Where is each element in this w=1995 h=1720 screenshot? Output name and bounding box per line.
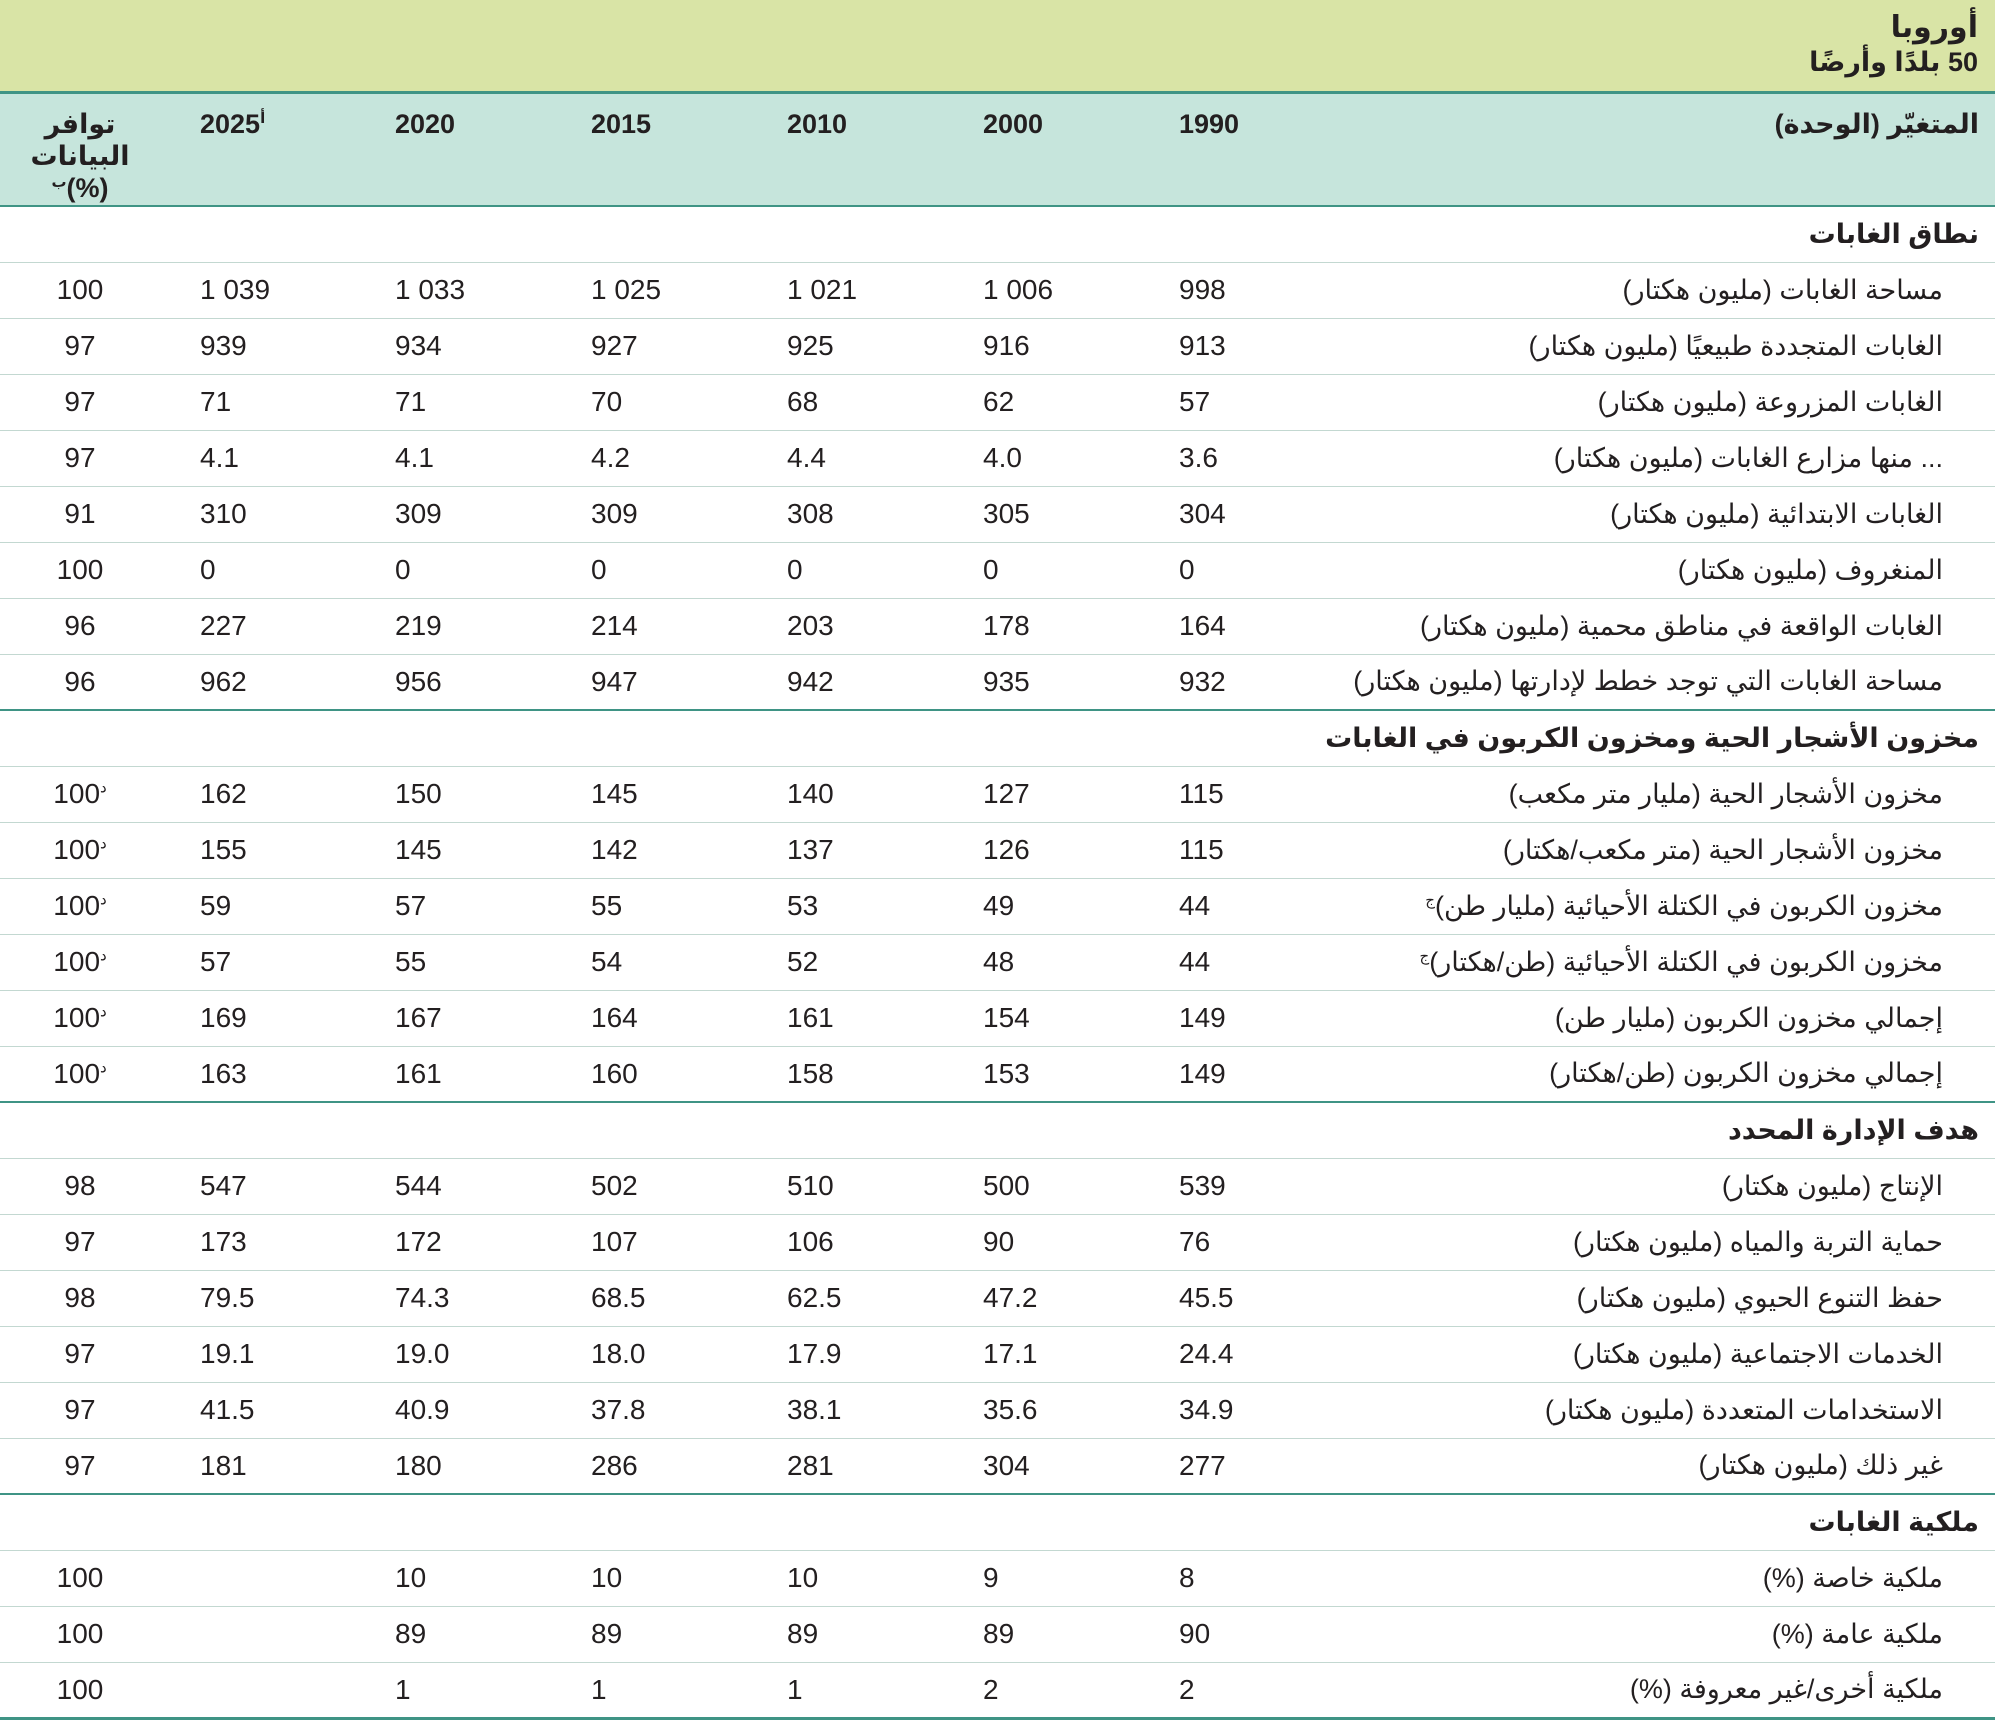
value-cell-2010: 52 bbox=[747, 934, 943, 990]
value-cell-2000: 178 bbox=[943, 598, 1139, 654]
table-row bbox=[0, 1662, 1995, 1718]
value-cell-2015: 4.2 bbox=[551, 430, 747, 486]
value-cell-2010: 17.9 bbox=[747, 1326, 943, 1382]
value-cell-2015: 107 bbox=[551, 1214, 747, 1270]
table-row bbox=[0, 542, 1995, 598]
row-label: الاستخدامات المتعددة (مليون هكتار) bbox=[1544, 1394, 1943, 1425]
value-cell-2020: 161 bbox=[355, 1046, 551, 1102]
value-cell-2010: 89 bbox=[747, 1606, 943, 1662]
value-cell-2015: 70 bbox=[551, 374, 747, 430]
value-cell-1990: 44 bbox=[1139, 878, 1335, 934]
header-year-2025-note: أ bbox=[260, 110, 266, 127]
table-row bbox=[0, 486, 1995, 542]
table-row bbox=[0, 1214, 1995, 1270]
row-label-cell bbox=[1335, 1046, 1995, 1102]
value-cell-2025: 79.5 bbox=[160, 1270, 355, 1326]
availability-cell bbox=[0, 598, 160, 654]
row-label: مساحة الغابات (مليون هكتار) bbox=[1622, 274, 1943, 305]
value-cell-2000: 17.1 bbox=[943, 1326, 1139, 1382]
value-cell-2010: 1 021 bbox=[747, 262, 943, 318]
availability-value: 100 bbox=[56, 1562, 104, 1593]
value-cell-2020: 172 bbox=[355, 1214, 551, 1270]
row-label-cell bbox=[1335, 1550, 1995, 1606]
row-label-cell bbox=[1335, 934, 1995, 990]
header-availability-label: توافر البيانات bbox=[30, 109, 130, 171]
value-cell-2025: 163 bbox=[160, 1046, 355, 1102]
row-label: مخزون الكربون في الكتلة الأحيائية (طن/هكتار) bbox=[1429, 946, 1943, 977]
value-cell-2020: 309 bbox=[355, 486, 551, 542]
value-cell-2015: 1 bbox=[551, 1662, 747, 1718]
availability-cell bbox=[0, 374, 160, 430]
section-row bbox=[0, 1494, 1995, 1550]
row-label: مخزون الأشجار الحية (مليار متر مكعب) bbox=[1508, 778, 1943, 809]
value-cell-1990: 2 bbox=[1139, 1662, 1335, 1718]
value-cell-1990: 277 bbox=[1139, 1438, 1335, 1494]
header-availability-note: ب bbox=[51, 174, 67, 191]
value-cell-2010: 140 bbox=[747, 766, 943, 822]
value-cell-1990: 164 bbox=[1139, 598, 1335, 654]
availability-value: 97 bbox=[64, 1449, 96, 1481]
availability-cell bbox=[0, 934, 160, 990]
availability-value: 100 bbox=[53, 834, 101, 865]
value-cell-2025: 19.1 bbox=[160, 1326, 355, 1382]
value-cell-2000: 0 bbox=[943, 542, 1139, 598]
value-cell-1990: 539 bbox=[1139, 1158, 1335, 1214]
availability-cell bbox=[0, 990, 160, 1046]
value-cell-1990: 115 bbox=[1139, 766, 1335, 822]
value-cell-2020: 74.3 bbox=[355, 1270, 551, 1326]
value-cell-2000: 153 bbox=[943, 1046, 1139, 1102]
row-label: حفظ التنوع الحيوي (مليون هكتار) bbox=[1576, 1282, 1943, 1313]
table-row bbox=[0, 766, 1995, 822]
value-cell-2025: 169 bbox=[160, 990, 355, 1046]
value-cell-2025: 0 bbox=[160, 542, 355, 598]
availability-value: 96 bbox=[64, 610, 96, 641]
row-label-cell bbox=[1335, 318, 1995, 374]
value-cell-2010: 281 bbox=[747, 1438, 943, 1494]
value-cell-2000: 62 bbox=[943, 374, 1139, 430]
row-label: الغابات المزروعة (مليون هكتار) bbox=[1597, 386, 1943, 417]
value-cell-2020: 167 bbox=[355, 990, 551, 1046]
row-label: ... منها مزارع الغابات (مليون هكتار) bbox=[1553, 442, 1943, 473]
availability-value: 100 bbox=[56, 1618, 104, 1649]
table-row bbox=[0, 598, 1995, 654]
value-cell-2025: 155 bbox=[160, 822, 355, 878]
value-cell-2015: 142 bbox=[551, 822, 747, 878]
section-row bbox=[0, 206, 1995, 262]
table-row bbox=[0, 1326, 1995, 1382]
availability-cell bbox=[0, 1270, 160, 1326]
value-cell-2025: 71 bbox=[160, 374, 355, 430]
row-label: إجمالي مخزون الكربون (مليار طن) bbox=[1554, 1002, 1943, 1033]
availability-value: 100 bbox=[53, 946, 101, 977]
availability-cell bbox=[0, 878, 160, 934]
value-cell-2015: 54 bbox=[551, 934, 747, 990]
value-cell-2015: 502 bbox=[551, 1158, 747, 1214]
table-header-row bbox=[0, 94, 1995, 206]
table-row bbox=[0, 878, 1995, 934]
availability-value: 91 bbox=[64, 498, 96, 529]
availability-note: د bbox=[100, 891, 107, 909]
value-cell-2020: 57 bbox=[355, 878, 551, 934]
value-cell-2015: 145 bbox=[551, 766, 747, 822]
availability-value: 97 bbox=[64, 386, 96, 417]
row-label-cell bbox=[1335, 1270, 1995, 1326]
value-cell-2000: 304 bbox=[943, 1438, 1139, 1494]
value-cell-2015: 0 bbox=[551, 542, 747, 598]
row-label-cell bbox=[1335, 878, 1995, 934]
value-cell-1990: 76 bbox=[1139, 1214, 1335, 1270]
value-cell-2015: 37.8 bbox=[551, 1382, 747, 1438]
table-row bbox=[0, 1046, 1995, 1102]
value-cell-2010: 203 bbox=[747, 598, 943, 654]
row-label: الغابات المتجددة طبيعيًا (مليون هكتار) bbox=[1528, 330, 1943, 361]
value-cell-2015: 68.5 bbox=[551, 1270, 747, 1326]
value-cell-2000: 47.2 bbox=[943, 1270, 1139, 1326]
availability-cell bbox=[0, 262, 160, 318]
row-label: ملكية أخرى/غير معروفة (%) bbox=[1629, 1674, 1943, 1704]
table-row bbox=[0, 1438, 1995, 1494]
value-cell-2025 bbox=[160, 1550, 355, 1606]
value-cell-1990: 90 bbox=[1139, 1606, 1335, 1662]
value-cell-2020: 145 bbox=[355, 822, 551, 878]
value-cell-2000: 916 bbox=[943, 318, 1139, 374]
availability-cell bbox=[0, 1438, 160, 1494]
value-cell-2025: 310 bbox=[160, 486, 355, 542]
availability-note: د bbox=[100, 1059, 107, 1077]
availability-value: 97 bbox=[64, 330, 96, 361]
value-cell-2000: 1 006 bbox=[943, 262, 1139, 318]
value-cell-1990: 304 bbox=[1139, 486, 1335, 542]
table-row bbox=[0, 990, 1995, 1046]
availability-value: 96 bbox=[64, 665, 96, 697]
value-cell-2010: 53 bbox=[747, 878, 943, 934]
header-availability bbox=[0, 94, 160, 206]
row-label: مخزون الكربون في الكتلة الأحيائية (مليار طن) bbox=[1434, 890, 1943, 921]
availability-value: 100 bbox=[53, 890, 101, 921]
availability-cell bbox=[0, 1662, 160, 1718]
section-title: مخزون الأشجار الحية ومخزون الكربون في الغابات bbox=[0, 710, 1995, 766]
availability-value: 97 bbox=[64, 1338, 96, 1369]
region-header bbox=[0, 0, 1995, 94]
availability-cell bbox=[0, 1214, 160, 1270]
value-cell-2000: 305 bbox=[943, 486, 1139, 542]
row-label-cell bbox=[1335, 542, 1995, 598]
value-cell-2015: 286 bbox=[551, 1438, 747, 1494]
value-cell-2000: 89 bbox=[943, 1606, 1139, 1662]
availability-value: 100 bbox=[53, 1057, 101, 1089]
value-cell-2020: 219 bbox=[355, 598, 551, 654]
section-row bbox=[0, 710, 1995, 766]
value-cell-2010: 62.5 bbox=[747, 1270, 943, 1326]
value-cell-2000: 2 bbox=[943, 1662, 1139, 1718]
value-cell-2025: 939 bbox=[160, 318, 355, 374]
row-label-cell bbox=[1335, 822, 1995, 878]
table-row bbox=[0, 654, 1995, 710]
value-cell-2015: 214 bbox=[551, 598, 747, 654]
value-cell-2025: 1 039 bbox=[160, 262, 355, 318]
row-label-cell bbox=[1335, 1158, 1995, 1214]
value-cell-2000: 935 bbox=[943, 654, 1139, 710]
availability-cell bbox=[0, 1326, 160, 1382]
row-label-note: ج bbox=[1419, 947, 1430, 965]
availability-cell bbox=[0, 654, 160, 710]
row-label-cell bbox=[1335, 262, 1995, 318]
value-cell-1990: 24.4 bbox=[1139, 1326, 1335, 1382]
value-cell-2020: 40.9 bbox=[355, 1382, 551, 1438]
section-title: ملكية الغابات bbox=[0, 1494, 1995, 1550]
availability-value: 98 bbox=[64, 1170, 96, 1201]
row-label: حماية التربة والمياه (مليون هكتار) bbox=[1572, 1226, 1943, 1257]
value-cell-2025: 227 bbox=[160, 598, 355, 654]
value-cell-2010: 4.4 bbox=[747, 430, 943, 486]
value-cell-2000: 48 bbox=[943, 934, 1139, 990]
value-cell-2010: 0 bbox=[747, 542, 943, 598]
value-cell-2010: 158 bbox=[747, 1046, 943, 1102]
availability-value: 97 bbox=[64, 1226, 96, 1257]
value-cell-2000: 500 bbox=[943, 1158, 1139, 1214]
value-cell-2020: 0 bbox=[355, 542, 551, 598]
value-cell-1990: 913 bbox=[1139, 318, 1335, 374]
row-label-cell bbox=[1335, 430, 1995, 486]
row-label: مساحة الغابات التي توجد خطط لإدارتها (مليون هكتار) bbox=[1353, 666, 1943, 697]
value-cell-1990: 3.6 bbox=[1139, 430, 1335, 486]
table-row bbox=[0, 430, 1995, 486]
value-cell-1990: 45.5 bbox=[1139, 1270, 1335, 1326]
availability-note: د bbox=[100, 835, 107, 853]
availability-cell bbox=[0, 486, 160, 542]
value-cell-1990: 8 bbox=[1139, 1550, 1335, 1606]
availability-value: 100 bbox=[53, 778, 101, 809]
value-cell-2020: 544 bbox=[355, 1158, 551, 1214]
availability-cell bbox=[0, 822, 160, 878]
row-label-cell bbox=[1335, 1382, 1995, 1438]
value-cell-2020: 71 bbox=[355, 374, 551, 430]
value-cell-1990: 115 bbox=[1139, 822, 1335, 878]
availability-cell bbox=[0, 542, 160, 598]
availability-cell bbox=[0, 1606, 160, 1662]
value-cell-1990: 34.9 bbox=[1139, 1382, 1335, 1438]
value-cell-2000: 9 bbox=[943, 1550, 1139, 1606]
value-cell-2010: 106 bbox=[747, 1214, 943, 1270]
row-label-cell bbox=[1335, 486, 1995, 542]
row-label-cell bbox=[1335, 374, 1995, 430]
header-variable: المتغيّر (الوحدة) bbox=[1335, 94, 1995, 206]
availability-value: 100 bbox=[56, 274, 104, 305]
availability-cell bbox=[0, 1158, 160, 1214]
value-cell-2020: 55 bbox=[355, 934, 551, 990]
value-cell-2025: 59 bbox=[160, 878, 355, 934]
value-cell-2015: 164 bbox=[551, 990, 747, 1046]
value-cell-2020: 4.1 bbox=[355, 430, 551, 486]
table-row bbox=[0, 318, 1995, 374]
row-label: الإنتاج (مليون هكتار) bbox=[1721, 1170, 1943, 1201]
value-cell-2025: 962 bbox=[160, 654, 355, 710]
forest-data-table bbox=[0, 94, 1995, 1720]
value-cell-2010: 510 bbox=[747, 1158, 943, 1214]
value-cell-2000: 49 bbox=[943, 878, 1139, 934]
availability-cell bbox=[0, 766, 160, 822]
availability-note: د bbox=[100, 779, 107, 797]
header-year-2015: 2015 bbox=[551, 94, 747, 206]
value-cell-2015: 89 bbox=[551, 1606, 747, 1662]
row-label-cell bbox=[1335, 598, 1995, 654]
value-cell-1990: 149 bbox=[1139, 990, 1335, 1046]
value-cell-2010: 308 bbox=[747, 486, 943, 542]
value-cell-2020: 1 bbox=[355, 1662, 551, 1718]
value-cell-2020: 1 033 bbox=[355, 262, 551, 318]
value-cell-2025 bbox=[160, 1606, 355, 1662]
header-availability-unit: (%) bbox=[66, 173, 109, 203]
value-cell-2010: 38.1 bbox=[747, 1382, 943, 1438]
value-cell-1990: 0 bbox=[1139, 542, 1335, 598]
table-row bbox=[0, 374, 1995, 430]
availability-value: 98 bbox=[64, 1282, 96, 1313]
value-cell-1990: 149 bbox=[1139, 1046, 1335, 1102]
table-row bbox=[0, 1550, 1995, 1606]
row-label: المنغروف (مليون هكتار) bbox=[1677, 554, 1943, 585]
value-cell-1990: 57 bbox=[1139, 374, 1335, 430]
availability-cell bbox=[0, 318, 160, 374]
header-year-2020: 2020 bbox=[355, 94, 551, 206]
value-cell-2010: 925 bbox=[747, 318, 943, 374]
row-label: مخزون الأشجار الحية (متر مكعب/هكتار) bbox=[1502, 834, 1943, 865]
value-cell-2010: 1 bbox=[747, 1662, 943, 1718]
value-cell-2025: 547 bbox=[160, 1158, 355, 1214]
value-cell-2000: 90 bbox=[943, 1214, 1139, 1270]
availability-cell bbox=[0, 1550, 160, 1606]
row-label-cell bbox=[1335, 1662, 1995, 1718]
row-label: إجمالي مخزون الكربون (طن/هكتار) bbox=[1549, 1058, 1943, 1089]
value-cell-2025: 181 bbox=[160, 1438, 355, 1494]
value-cell-2010: 10 bbox=[747, 1550, 943, 1606]
value-cell-2015: 10 bbox=[551, 1550, 747, 1606]
section-title: هدف الإدارة المحدد bbox=[0, 1102, 1995, 1158]
table-row bbox=[0, 262, 1995, 318]
value-cell-2015: 55 bbox=[551, 878, 747, 934]
row-label-cell bbox=[1335, 1438, 1995, 1494]
value-cell-2020: 956 bbox=[355, 654, 551, 710]
value-cell-2015: 947 bbox=[551, 654, 747, 710]
row-label: ملكية عامة (%) bbox=[1771, 1618, 1943, 1649]
row-label-note: ج bbox=[1425, 891, 1435, 909]
value-cell-2000: 154 bbox=[943, 990, 1139, 1046]
row-label: غير ذلك (مليون هكتار) bbox=[1698, 1450, 1943, 1481]
value-cell-2015: 160 bbox=[551, 1046, 747, 1102]
row-label-cell bbox=[1335, 1326, 1995, 1382]
availability-note: د bbox=[100, 1003, 107, 1021]
row-label: ملكية خاصة (%) bbox=[1762, 1562, 1943, 1593]
value-cell-2010: 68 bbox=[747, 374, 943, 430]
availability-value: 97 bbox=[64, 1394, 96, 1425]
row-label: الخدمات الاجتماعية (مليون هكتار) bbox=[1572, 1338, 1943, 1369]
section-title: نطاق الغابات bbox=[0, 206, 1995, 262]
header-year-1990: 1990 bbox=[1139, 94, 1335, 206]
value-cell-1990: 932 bbox=[1139, 654, 1335, 710]
value-cell-2020: 89 bbox=[355, 1606, 551, 1662]
value-cell-2025: 41.5 bbox=[160, 1382, 355, 1438]
row-label-cell bbox=[1335, 654, 1995, 710]
value-cell-2010: 137 bbox=[747, 822, 943, 878]
table-row bbox=[0, 934, 1995, 990]
region-name: أوروبا bbox=[1890, 11, 1978, 44]
value-cell-2025: 162 bbox=[160, 766, 355, 822]
value-cell-2025: 4.1 bbox=[160, 430, 355, 486]
availability-note: د bbox=[100, 947, 107, 965]
section-row bbox=[0, 1102, 1995, 1158]
value-cell-2015: 1 025 bbox=[551, 262, 747, 318]
table-body bbox=[0, 206, 1995, 1718]
row-label: الغابات الابتدائية (مليون هكتار) bbox=[1610, 498, 1943, 529]
table-row bbox=[0, 1606, 1995, 1662]
header-year-2000: 2000 bbox=[943, 94, 1139, 206]
value-cell-2015: 309 bbox=[551, 486, 747, 542]
availability-value: 100 bbox=[56, 554, 104, 585]
value-cell-2000: 4.0 bbox=[943, 430, 1139, 486]
value-cell-2020: 180 bbox=[355, 1438, 551, 1494]
table-row bbox=[0, 1158, 1995, 1214]
table-row bbox=[0, 822, 1995, 878]
value-cell-1990: 998 bbox=[1139, 262, 1335, 318]
value-cell-2020: 10 bbox=[355, 1550, 551, 1606]
value-cell-2000: 126 bbox=[943, 822, 1139, 878]
value-cell-2020: 19.0 bbox=[355, 1326, 551, 1382]
row-label-cell bbox=[1335, 766, 1995, 822]
availability-cell bbox=[0, 1046, 160, 1102]
value-cell-2020: 150 bbox=[355, 766, 551, 822]
value-cell-2015: 18.0 bbox=[551, 1326, 747, 1382]
value-cell-1990: 44 bbox=[1139, 934, 1335, 990]
header-year-2010: 2010 bbox=[747, 94, 943, 206]
availability-value: 97 bbox=[64, 442, 96, 473]
availability-value: 100 bbox=[56, 1673, 104, 1705]
header-year-2025 bbox=[160, 94, 355, 206]
value-cell-2015: 927 bbox=[551, 318, 747, 374]
region-country-count: 50 بلدًا وأرضًا bbox=[1809, 47, 1978, 77]
row-label: الغابات الواقعة في مناطق محمية (مليون هكتار) bbox=[1420, 610, 1943, 641]
row-label-cell bbox=[1335, 1606, 1995, 1662]
value-cell-2025: 57 bbox=[160, 934, 355, 990]
value-cell-2020: 934 bbox=[355, 318, 551, 374]
value-cell-2000: 35.6 bbox=[943, 1382, 1139, 1438]
availability-cell bbox=[0, 430, 160, 486]
table-row bbox=[0, 1382, 1995, 1438]
value-cell-2010: 942 bbox=[747, 654, 943, 710]
value-cell-2025: 173 bbox=[160, 1214, 355, 1270]
row-label-cell bbox=[1335, 1214, 1995, 1270]
availability-value: 100 bbox=[53, 1002, 101, 1033]
value-cell-2000: 127 bbox=[943, 766, 1139, 822]
row-label-cell bbox=[1335, 990, 1995, 1046]
availability-cell bbox=[0, 1382, 160, 1438]
value-cell-2010: 161 bbox=[747, 990, 943, 1046]
header-year-2025-label: 2025 bbox=[200, 109, 261, 139]
table-row bbox=[0, 1270, 1995, 1326]
value-cell-2025 bbox=[160, 1662, 355, 1718]
